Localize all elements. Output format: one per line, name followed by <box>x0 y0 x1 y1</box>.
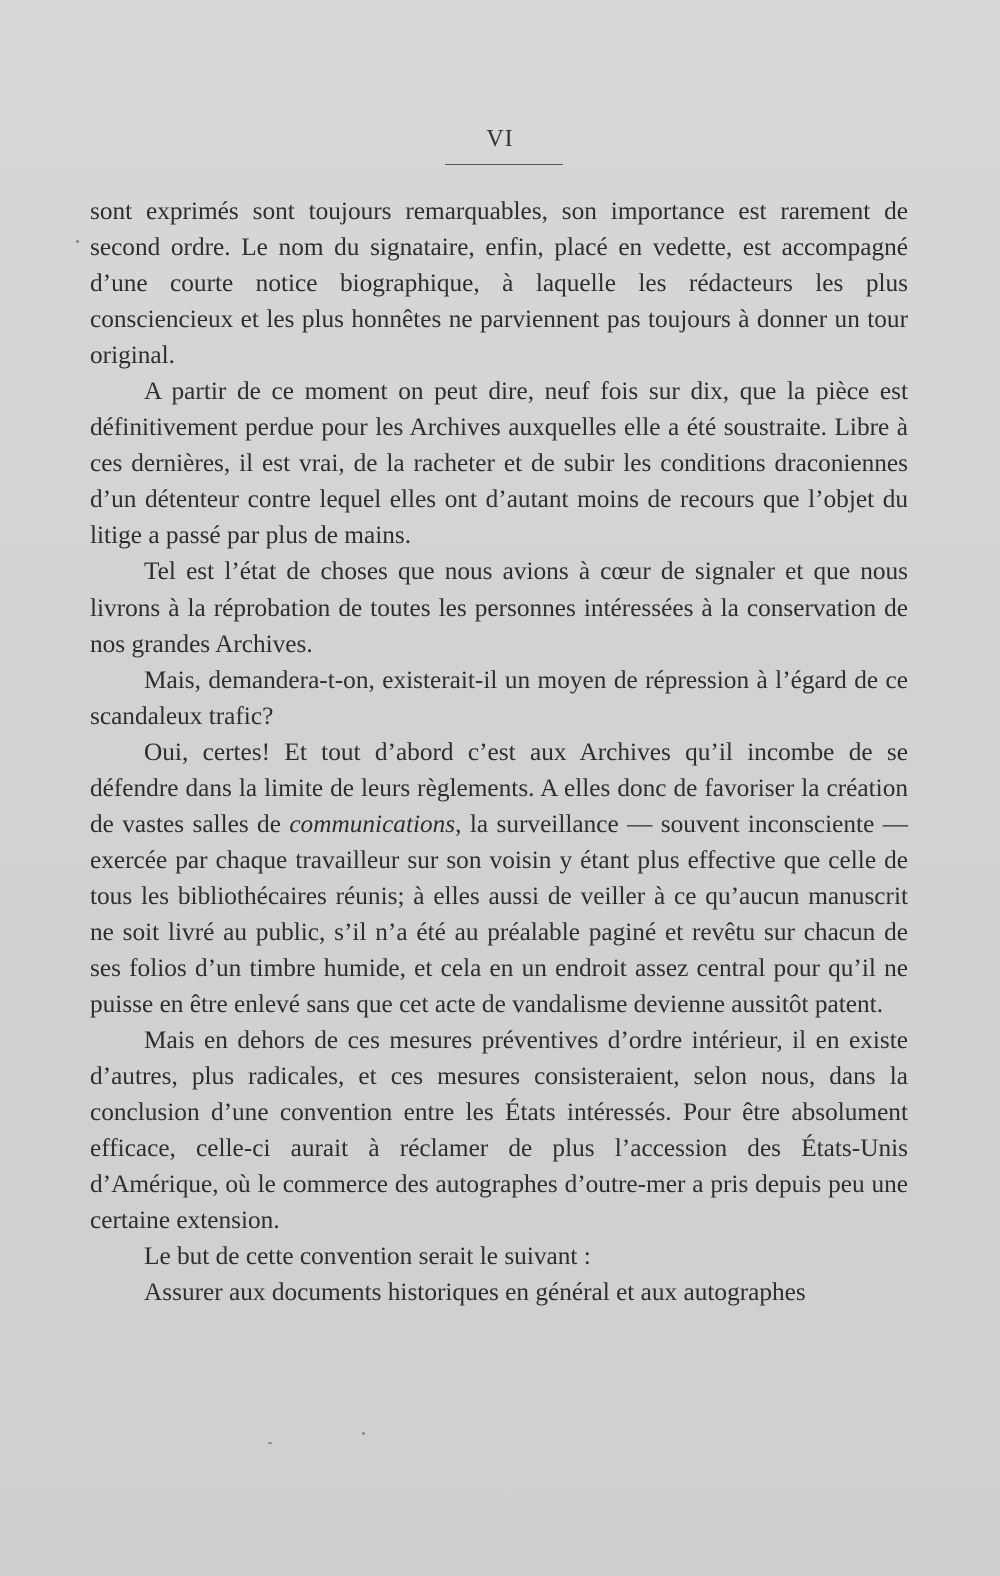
paragraph-5-text-after: , la surveillance — souvent inconsciente — exercée par chaque travailleur sur son voisin y étant plus effective que celle de tous les bibliothécaires réunis; à elles aussi de veiller à ce qu’aucun manuscrit ne soit livré au public, s’il n’a été au préalable paginé et revêtu sur chacun de ses folios d’un timbre humide, et cela en un endroit assez central pour qu’il ne puisse en être enlevé sans que cet acte de vandalisme devienne aussitôt patent. <box>90 809 908 1019</box>
paragraph-1: sont exprimés sont toujours remarquables, son importance est rarement de second ordre. Le nom du signataire, enfin, placé en vedette, est accompagné d’une courte notice biographique, à laquelle les rédacteurs les plus consciencieux et les plus honnêtes ne parviennent pas toujours à donner un tour original. <box>90 197 908 370</box>
body-text <box>90 193 908 1310</box>
paper-speck <box>268 1442 272 1444</box>
paragraph-5 <box>90 734 908 1022</box>
paper-speck <box>362 1432 365 1435</box>
page-number: VI <box>486 126 514 152</box>
paragraph-7: Le but de cette convention serait le suivant : <box>144 1242 591 1271</box>
paragraph-3: Tel est l’état de choses que nous avions à cœur de signaler et que nous livrons à la réprobation de toutes les personnes intéressées à la conservation de nos grandes Archives. <box>90 557 908 658</box>
paragraph-5-text-before: Oui, certes! Et tout d’abord c’est aux Archives qu’il incombe de se défendre dans la limite de leurs règlements. A elles donc de favoriser la création de vastes salles de <box>90 737 908 838</box>
paragraph-5-italic-term: communications <box>289 809 456 838</box>
paragraph-8: Assurer aux documents historiques en général et aux autographes <box>144 1278 806 1307</box>
paragraph-2: A partir de ce moment on peut dire, neuf fois sur dix, que la pièce est définitivement perdue pour les Archives auxquelles elle a été soustraite. Libre à ces dernières, il est vrai, de la racheter et de subir les conditions draconiennes d’un détenteur contre lequel elles ont d’autant moins de recours que l’objet du litige a passé par plus de mains. <box>90 377 908 550</box>
header-rule <box>445 164 563 165</box>
paragraph-4: Mais, demandera-t-on, existerait-il un moyen de répression à l’égard de ce scandaleux trafic? <box>90 665 908 730</box>
paragraph-6: Mais en dehors de ces mesures préventives d’ordre intérieur, il en existe d’autres, plus radicales, et ces mesures consisteraient, selon nous, dans la conclusion d’une convention entre les États intéressés. Pour être absolument efficace, celle-ci aurait à réclamer de plus l’accession des États-Unis d’Amérique, où le commerce des autographes d’outre-mer a pris depuis peu une certaine extension. <box>90 1026 908 1235</box>
paper-speck <box>76 240 79 243</box>
